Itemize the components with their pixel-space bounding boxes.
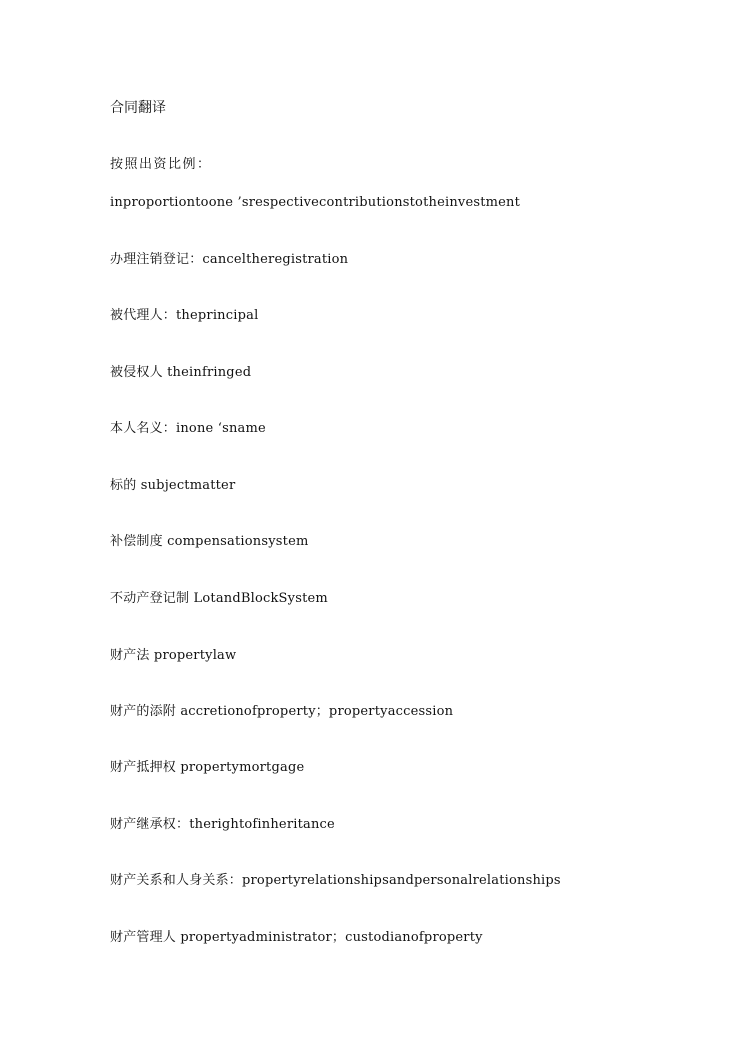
glossary-entry: 被侵权人 theinfringed	[110, 365, 252, 380]
glossary-entry: 本人名义：inone ‘sname	[110, 421, 266, 436]
glossary-entry: 按照出资比例：	[110, 157, 212, 172]
glossary-entry: 财产继承权：therightofinheritance	[110, 817, 335, 832]
glossary-entry: 办理注销登记：canceltheregistration	[110, 252, 349, 267]
glossary-entry: 财产关系和人身关系：propertyrelationshipsandpersonalrelationships	[110, 873, 561, 888]
document-title: 合同翻译	[110, 100, 166, 116]
glossary-entry: 财产管理人 propertyadministrator；custodianofproperty	[110, 930, 483, 945]
glossary-entry: inproportiontoone ’srespectivecontributionstotheinvestment	[110, 195, 521, 210]
glossary-entry: 补偿制度 compensationsystem	[110, 534, 309, 549]
glossary-entry: 被代理人：theprincipal	[110, 308, 259, 323]
glossary-entry: 财产的添附 accretionofproperty；propertyaccession	[110, 704, 454, 719]
glossary-entry: 不动产登记制 LotandBlockSystem	[110, 591, 328, 606]
glossary-entry: 标的 subjectmatter	[110, 478, 236, 493]
glossary-entry: 财产抵押权 propertymortgage	[110, 760, 305, 775]
glossary-entry: 财产法 propertylaw	[110, 648, 237, 663]
